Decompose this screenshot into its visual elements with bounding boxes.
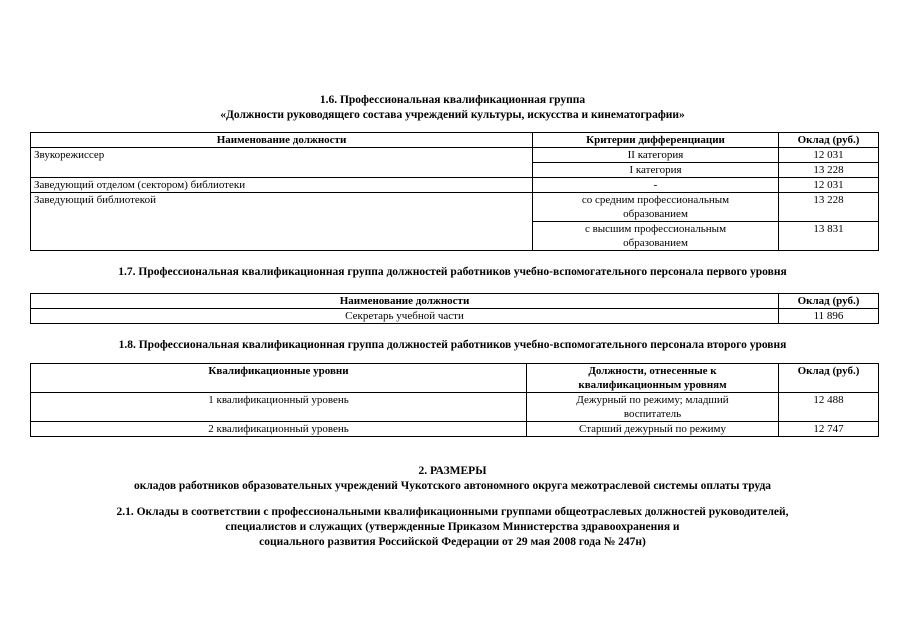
cell-salary: 13 228 bbox=[779, 193, 879, 222]
col-header-salary: Оклад (руб.) bbox=[779, 133, 879, 148]
cell-position: Звукорежиссер bbox=[31, 148, 533, 163]
cell-level: 1 квалификационный уровень bbox=[31, 393, 527, 422]
table-row bbox=[31, 222, 879, 251]
section-2-heading bbox=[0, 464, 905, 494]
cell-salary: 11 896 bbox=[779, 309, 879, 324]
col-header-salary: Оклад (руб.) bbox=[779, 364, 879, 393]
section-2-1-line1: 2.1. Оклады в соответствии с профессиональными квалификационными группами общеотраслевых должностей руководителей, bbox=[116, 506, 789, 518]
section-2-1-line3: социального развития Российской Федерации от 29 мая 2008 года № 247н) bbox=[259, 536, 646, 548]
cell-salary: 12 488 bbox=[779, 393, 879, 422]
cell-positions: Старший дежурный по режиму bbox=[527, 422, 779, 437]
col-header-criteria: Критерии дифференциации bbox=[533, 133, 779, 148]
table-row bbox=[31, 163, 879, 178]
col-header-positions: Должности, отнесенные к квалификационным уровням bbox=[527, 364, 779, 393]
table-header-row bbox=[31, 294, 879, 309]
table-row bbox=[31, 309, 879, 324]
cell-salary: 12 031 bbox=[779, 178, 879, 193]
cell-position: Заведующий отделом (сектором) библиотеки bbox=[31, 178, 533, 193]
cell-position bbox=[31, 163, 533, 178]
section-1-6-title-line2: «Должности руководящего состава учреждений культуры, искусства и кинематографии» bbox=[220, 109, 685, 121]
cell-position: Заведующий библиотекой bbox=[31, 193, 533, 222]
cell-salary: 12 747 bbox=[779, 422, 879, 437]
cell-criteria: - bbox=[533, 178, 779, 193]
cell-salary: 12 031 bbox=[779, 148, 879, 163]
cell-positions: Дежурный по режиму; младший воспитатель bbox=[527, 393, 779, 422]
table-1-6 bbox=[30, 132, 879, 251]
col-header-position: Наименование должности bbox=[31, 133, 533, 148]
section-1-6-title-line1: 1.6. Профессиональная квалификационная группа bbox=[319, 94, 586, 106]
table-1-7 bbox=[30, 293, 879, 324]
cell-criteria: с высшим профессиональным образованием bbox=[533, 222, 779, 251]
cell-criteria: I категория bbox=[533, 163, 779, 178]
table-header-row bbox=[31, 133, 879, 148]
cell-position: Секретарь учебной части bbox=[31, 309, 779, 324]
table-row bbox=[31, 422, 879, 437]
table-row bbox=[31, 178, 879, 193]
cell-salary: 13 228 bbox=[779, 163, 879, 178]
table-row bbox=[31, 393, 879, 422]
col-header-position: Наименование должности bbox=[31, 294, 779, 309]
table-row bbox=[31, 148, 879, 163]
col-header-level: Квалификационные уровни bbox=[31, 364, 527, 393]
cell-criteria: II категория bbox=[533, 148, 779, 163]
section-2-title-line1: 2. РАЗМЕРЫ bbox=[418, 465, 487, 477]
cell-criteria: со средним профессиональным образованием bbox=[533, 193, 779, 222]
col-header-salary: Оклад (руб.) bbox=[779, 294, 879, 309]
section-1-8-heading: 1.8. Профессиональная квалификационная группа должностей работников учебно-вспомогательного персонала второго уровня bbox=[118, 339, 787, 351]
section-2-title-line2: окладов работников образовательных учреждений Чукотского автономного округа межотраслевой системы оплаты труда bbox=[133, 480, 772, 492]
cell-position bbox=[31, 222, 533, 251]
table-header-row bbox=[31, 364, 879, 393]
table-row bbox=[31, 193, 879, 222]
section-2-1-line2: специалистов и служащих (утвержденные Приказом Министерства здравоохранения и bbox=[225, 521, 680, 533]
table-1-8 bbox=[30, 363, 879, 437]
cell-salary: 13 831 bbox=[779, 222, 879, 251]
cell-level: 2 квалификационный уровень bbox=[31, 422, 527, 437]
section-1-6-heading bbox=[0, 93, 905, 123]
section-1-7-heading: 1.7. Профессиональная квалификационная группа должностей работников учебно-вспомогательного персонала первого уровня bbox=[118, 266, 787, 278]
section-2-1-heading bbox=[0, 505, 905, 550]
